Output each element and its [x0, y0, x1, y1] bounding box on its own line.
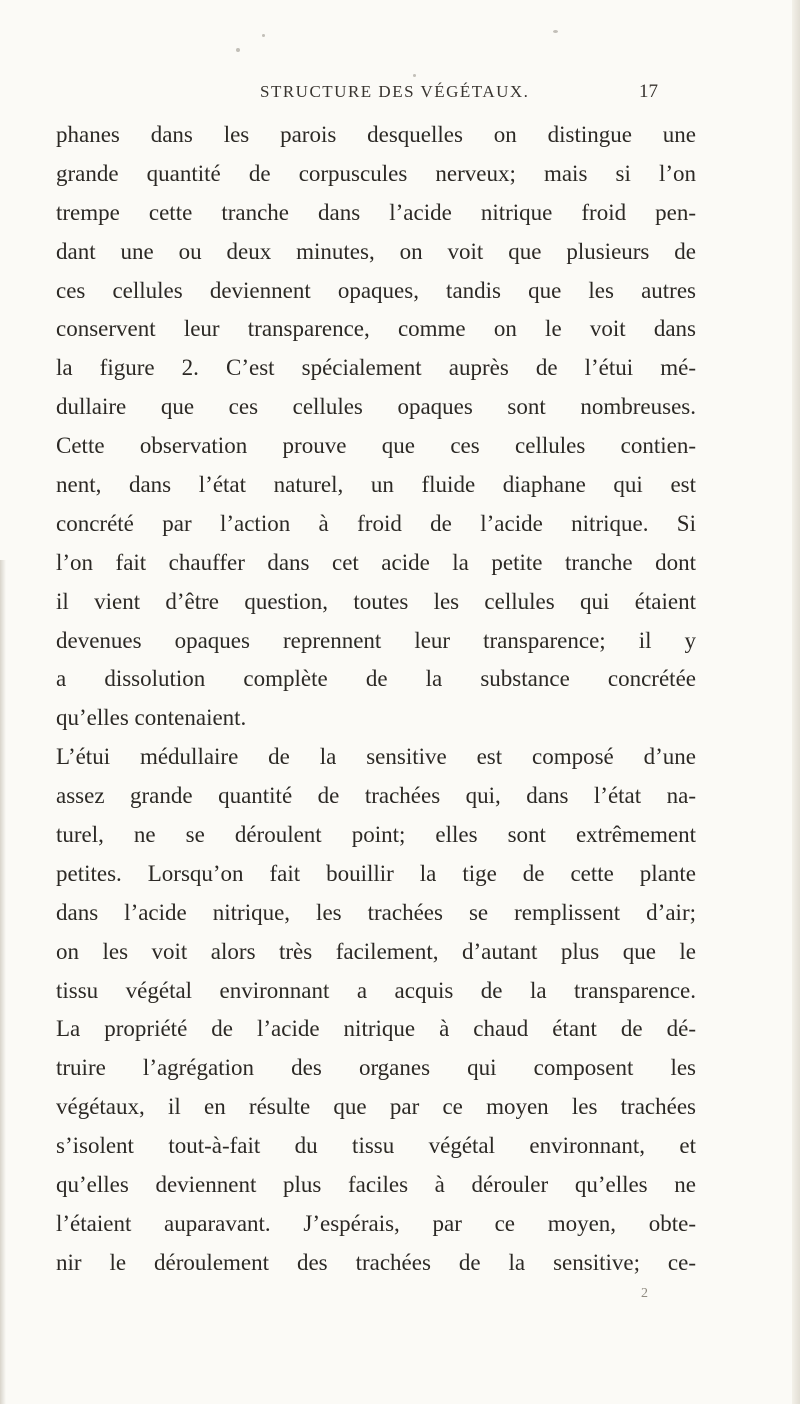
- page-header: [0, 82, 800, 106]
- text-line: devenues opaques reprennent leur transparence; il y: [56, 627, 696, 653]
- text-line: la figure 2. C’est spécialement auprès de l’étui mé-: [56, 355, 696, 381]
- text-line: dullaire que ces cellules opaques sont nombreuses.: [56, 394, 696, 420]
- page-number: 17: [639, 81, 658, 102]
- text-line: a dissolution complète de la substance concrétée: [56, 666, 696, 692]
- text-line: nir le déroulement des trachées de la sensitive; ce-: [56, 1249, 696, 1275]
- paper-speck: [262, 34, 265, 37]
- text-line: assez grande quantité de trachées qui, dans l’état na-: [56, 783, 696, 809]
- text-line: turel, ne se déroulent point; elles sont extrêmement: [56, 822, 696, 848]
- text-line: L’étui médullaire de la sensitive est composé d’une: [56, 744, 696, 770]
- text-line: qu’elles deviennent plus faciles à dérouler qu’elles ne: [56, 1172, 696, 1198]
- binding-shadow: [0, 560, 6, 1404]
- text-line: La propriété de l’acide nitrique à chaud étant de dé-: [56, 1016, 696, 1042]
- text-line: on les voit alors très facilement, d’autant plus que le: [56, 938, 696, 964]
- text-line: il vient d’être question, toutes les cellules qui étaient: [56, 588, 696, 614]
- text-line: dant une ou deux minutes, on voit que plusieurs de: [56, 238, 696, 264]
- running-title: STRUCTURE DES VÉGÉTAUX.: [260, 82, 530, 101]
- text-line: concrété par l’action à froid de l’acide nitrique. Si: [56, 510, 696, 536]
- text-line: s’isolent tout-à-fait du tissu végétal environnant, et: [56, 1133, 696, 1159]
- text-line: grande quantité de corpuscules nerveux; mais si l’on: [56, 160, 696, 186]
- text-line: petites. Lorsqu’on fait bouillir la tige de cette plante: [56, 860, 696, 886]
- text-line: truire l’agrégation des organes qui composent les: [56, 1055, 696, 1081]
- paper-speck: [413, 74, 416, 77]
- signature-mark: 2: [641, 1286, 648, 1301]
- text-line: qu’elles contenaient.: [56, 705, 247, 731]
- text-line: l’on fait chauffer dans cet acide la petite tranche dont: [56, 549, 696, 575]
- text-line: nent, dans l’état naturel, un fluide diaphane qui est: [56, 472, 696, 498]
- text-line: conservent leur transparence, comme on le voit dans: [56, 316, 696, 342]
- body-text: [56, 116, 696, 1283]
- text-line: végétaux, il en résulte que par ce moyen les trachées: [56, 1094, 696, 1120]
- text-line: l’étaient auparavant. J’espérais, par ce moyen, obte-: [56, 1210, 696, 1236]
- text-line: dans l’acide nitrique, les trachées se remplissent d’air;: [56, 899, 696, 925]
- text-line: tissu végétal environnant a acquis de la transparence.: [56, 977, 696, 1003]
- paper-speck: [236, 48, 240, 52]
- text-line: trempe cette tranche dans l’acide nitrique froid pen-: [56, 199, 696, 225]
- paper-speck: [553, 30, 558, 33]
- text-line: Cette observation prouve que ces cellules contien-: [56, 433, 696, 459]
- text-line: ces cellules deviennent opaques, tandis que les autres: [56, 277, 696, 303]
- page-edge: [792, 0, 800, 1404]
- text-line: phanes dans les parois desquelles on distingue une: [56, 122, 696, 147]
